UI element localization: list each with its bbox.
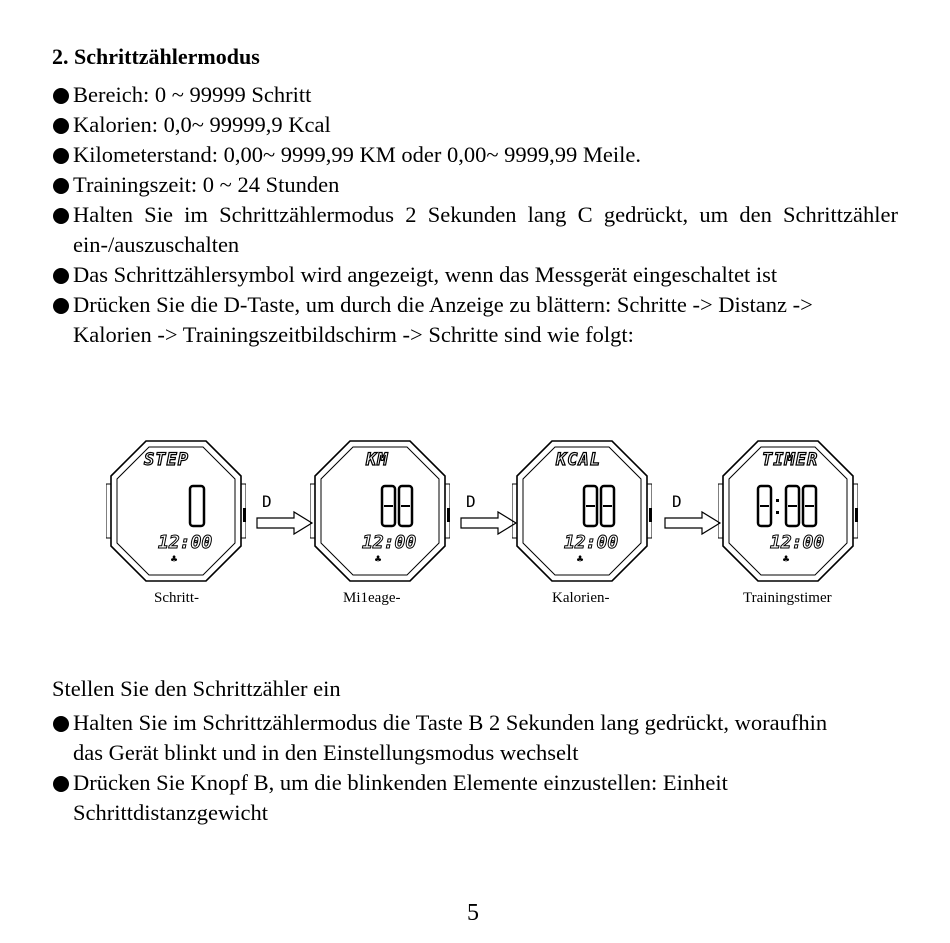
svg-text:12:00: 12:00 xyxy=(158,532,213,553)
svg-text:♣: ♣ xyxy=(576,555,585,565)
arrow-right-icon xyxy=(664,510,722,536)
arrow-right-icon xyxy=(256,510,314,536)
list-item: Kalorien: 0,0~ 99999,9 Kcal xyxy=(52,110,898,140)
figure-caption: Trainingstimer xyxy=(743,590,832,606)
figure-caption: Kalorien- xyxy=(552,590,610,606)
arrow-right-icon xyxy=(460,510,518,536)
screen-label: KCAL xyxy=(556,450,601,470)
list-item: Kilometerstand: 0,00~ 9999,99 KM oder 0,00~ 9999,99 Meile. xyxy=(52,140,898,170)
figure-caption: Schritt- xyxy=(154,590,199,606)
list-item: Drücken Sie Knopf B, um die blinkenden Elemente einzustellen: Einheit Schrittdistanzgewicht xyxy=(52,768,898,828)
list-item: Bereich: 0 ~ 99999 Schritt xyxy=(52,80,898,110)
button-label: D xyxy=(262,492,272,511)
feature-list xyxy=(52,80,898,350)
figure-caption: Mi1eage- xyxy=(343,590,401,606)
screen-label: KM xyxy=(366,450,389,470)
svg-text:♣: ♣ xyxy=(170,555,179,565)
svg-text:12:00: 12:00 xyxy=(362,532,417,553)
svg-text:12:00: 12:00 xyxy=(564,532,619,553)
button-label: D xyxy=(466,492,476,511)
sub-title: Stellen Sie den Schrittzähler ein xyxy=(52,676,341,701)
list-item: Drücken Sie die D-Taste, um durch die Anzeige zu blättern: Schritte -> Distanz -> Kalorien -> Trainingszeitbildschirm -> Schritte sind wie folgt: xyxy=(52,290,898,350)
list-item: Trainingszeit: 0 ~ 24 Stunden xyxy=(52,170,898,200)
screen-label: TIMER xyxy=(762,450,819,470)
watch-face-km xyxy=(310,438,450,584)
list-item: Halten Sie im Schrittzählermodus 2 Sekunden lang C gedrückt, um den Schrittzähler ein-/auszuschalten xyxy=(52,200,898,260)
section-title: 2. Schrittzählermodus xyxy=(52,44,260,69)
svg-text:♣: ♣ xyxy=(374,555,383,565)
settings-list xyxy=(52,708,898,828)
button-label: D xyxy=(672,492,682,511)
watch-face-timer xyxy=(718,438,858,584)
list-item: Halten Sie im Schrittzählermodus die Taste B 2 Sekunden lang gedrückt, woraufhin das Gerät blinkt und in den Einstellungsmodus wechselt xyxy=(52,708,898,768)
page-number: 5 xyxy=(467,900,479,926)
list-item: Das Schrittzählersymbol wird angezeigt, wenn das Messgerät eingeschaltet ist xyxy=(52,260,898,290)
watch-face-kcal xyxy=(512,438,652,584)
screen-label: STEP xyxy=(144,450,189,470)
svg-text:12:00: 12:00 xyxy=(770,532,825,553)
svg-text:♣: ♣ xyxy=(782,555,791,565)
watch-face-step xyxy=(106,438,246,584)
